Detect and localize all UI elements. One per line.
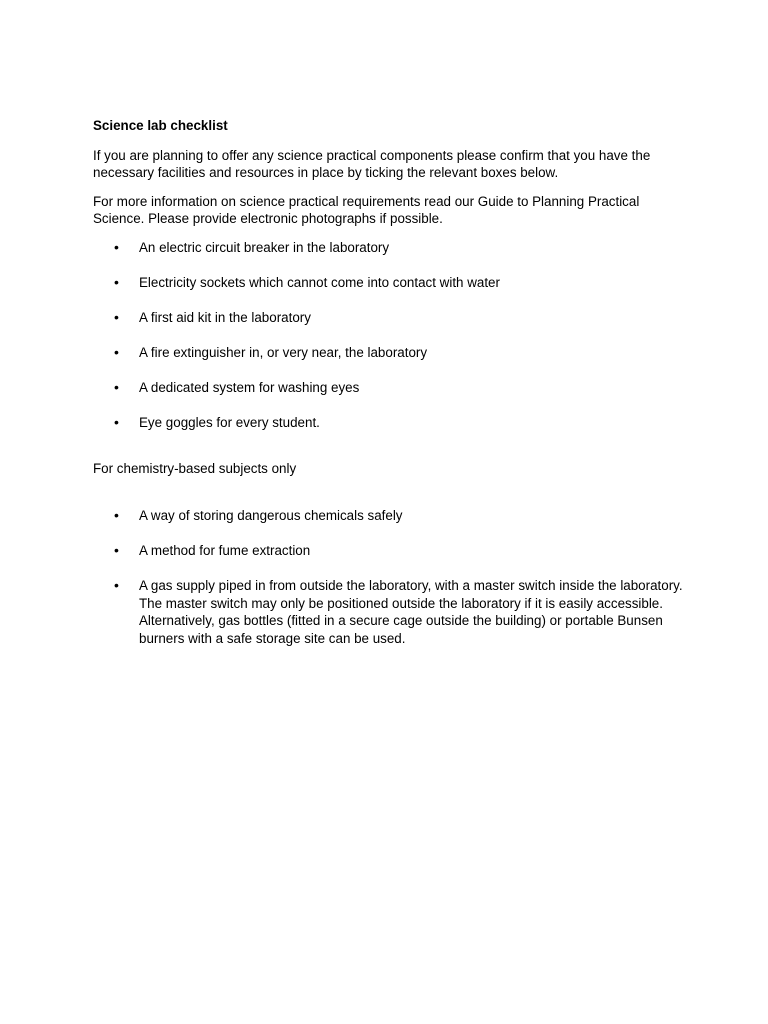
list-item-text: A dedicated system for washing eyes (139, 379, 360, 395)
list-item (93, 239, 683, 257)
bullet-icon: • (114, 308, 119, 325)
bullet-icon: • (114, 238, 119, 255)
list-item-text: A fire extinguisher in, or very near, the laboratory (139, 344, 428, 360)
general-checklist (93, 239, 683, 432)
list-item-text: A method for fume extraction (139, 543, 311, 559)
info-paragraph: For more information on science practical requirements read our Guide to Planning Practical Science. Please provide electronic photographs if possible. (93, 193, 640, 227)
bullet-icon: • (114, 343, 119, 360)
list-item (93, 309, 683, 327)
list-item (93, 542, 683, 560)
list-item (93, 507, 683, 525)
chemistry-checklist (93, 507, 683, 647)
list-item-text: Eye goggles for every student. (139, 414, 320, 430)
list-item (93, 344, 683, 362)
bullet-icon: • (114, 542, 119, 559)
bullet-icon: • (114, 577, 119, 594)
list-item-text: A way of storing dangerous chemicals safely (139, 508, 403, 524)
chemistry-section-heading: For chemistry-based subjects only (93, 461, 297, 477)
intro-paragraph: If you are planning to offer any science practical components please confirm that you have the necessary facilities and resources in place by ticking the relevant boxes below. (93, 147, 651, 181)
list-item (93, 274, 683, 292)
list-item (93, 577, 683, 647)
document-content (93, 117, 683, 665)
document-title: Science lab checklist (93, 118, 228, 133)
bullet-icon: • (114, 507, 119, 524)
list-item (93, 379, 683, 397)
bullet-icon: • (114, 273, 119, 290)
list-item-text: Electricity sockets which cannot come into contact with water (139, 274, 500, 290)
list-item (93, 414, 683, 432)
bullet-icon: • (114, 378, 119, 395)
list-item-text: A gas supply piped in from outside the laboratory, with a master switch inside the laboratory. The master switch may only be positioned outside the laboratory if it is easily accessible. Alternatively, gas bottles (fitted in a secure cage outside the building) or portable Bunsen burners with a safe storage site can be used. (139, 578, 683, 646)
list-item-text: A first aid kit in the laboratory (139, 309, 311, 325)
bullet-icon: • (114, 413, 119, 430)
list-item-text: An electric circuit breaker in the laboratory (139, 239, 390, 255)
